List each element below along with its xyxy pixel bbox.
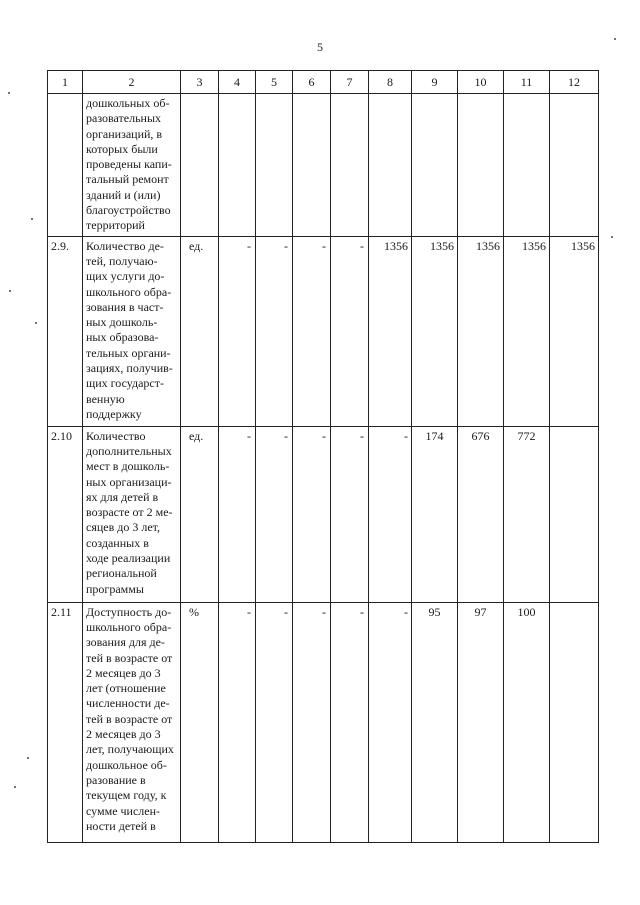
column-header-7: 7 <box>331 71 369 94</box>
indicator-name-line: текущем году, к <box>86 788 167 803</box>
indicator-name-line: тей, получаю- <box>86 253 158 268</box>
value-cell-col7: - <box>331 236 369 426</box>
indicator-name-cell <box>83 236 181 426</box>
value-cell-col12 <box>550 426 599 602</box>
indicator-name-line: тальный ремонт <box>86 172 169 187</box>
scan-speck <box>31 218 33 220</box>
indicator-name-line: лет, получающих <box>86 742 174 757</box>
value-cell-col6: - <box>293 236 331 426</box>
indicator-name-line: лет (отношение <box>86 681 166 696</box>
value-cell-col4: - <box>219 236 256 426</box>
row-number-cell: 2.10 <box>48 426 83 602</box>
value-cell-col8: - <box>369 602 412 842</box>
column-header-2: 2 <box>83 71 181 94</box>
indicator-name-line: региональной <box>86 566 157 581</box>
value-cell-col9: 1356 <box>412 236 458 426</box>
value-cell-col11: 772 <box>504 426 550 602</box>
value-cell-col12: 1356 <box>550 236 599 426</box>
value-cell-col6: - <box>293 602 331 842</box>
indicator-name-line: тельных органи- <box>86 345 171 360</box>
indicator-name-line: благоустройство <box>86 203 171 218</box>
value-cell-col7: - <box>331 602 369 842</box>
column-header-6: 6 <box>293 71 331 94</box>
table-body <box>48 71 599 843</box>
value-cell-col5: - <box>256 236 293 426</box>
indicator-name-line: возрасте от 2 ме- <box>86 505 173 520</box>
value-cell-col9: 174 <box>412 426 458 602</box>
unit-cell: ед. <box>181 236 219 426</box>
scan-speck <box>14 786 16 788</box>
indicator-name-line: ности детей в <box>86 818 156 833</box>
unit-cell: ед. <box>181 426 219 602</box>
indicator-name-line: зования для де- <box>86 635 165 650</box>
value-cell-col10: 1356 <box>458 236 504 426</box>
value-cell-col8: - <box>369 426 412 602</box>
table-row <box>48 94 599 237</box>
indicator-name-line: проведены капи- <box>86 157 172 172</box>
value-cell-col10 <box>458 94 504 237</box>
row-number-cell <box>48 94 83 237</box>
value-cell-col11 <box>504 94 550 237</box>
indicator-name-line: ходе реализации <box>86 551 171 566</box>
indicator-name-line: тей в возрасте от <box>86 650 173 665</box>
value-cell-col6: - <box>293 426 331 602</box>
indicator-name-line: дошкольных об- <box>86 96 170 110</box>
value-cell-col5 <box>256 94 293 237</box>
indicator-name-line: школьного обра- <box>86 619 172 634</box>
table-header-row <box>48 71 599 94</box>
table-row <box>48 236 599 426</box>
scan-speck <box>27 757 29 759</box>
indicator-name-line: созданных в <box>86 535 149 550</box>
indicator-name-line: зования в част- <box>86 299 164 314</box>
scan-speck <box>611 236 613 238</box>
indicator-name-line: зациях, получив- <box>86 361 173 376</box>
indicator-name-line: сяцев до 3 лет, <box>86 520 161 535</box>
indicator-name-line: щих государст- <box>86 376 164 391</box>
value-cell-col7 <box>331 94 369 237</box>
scan-speck <box>8 92 10 94</box>
indicator-name-line: мест в дошколь- <box>86 459 170 474</box>
indicator-name-line: сумме числен- <box>86 803 161 818</box>
value-cell-col10: 97 <box>458 602 504 842</box>
value-cell-col7: - <box>331 426 369 602</box>
indicator-name-line: поддержку <box>86 406 142 421</box>
value-cell-col11: 1356 <box>504 236 550 426</box>
value-cell-col5: - <box>256 602 293 842</box>
indicator-name-line: щих услуги до- <box>86 269 165 284</box>
column-header-4: 4 <box>219 71 256 94</box>
indicator-name-line: дошкольное об- <box>86 757 167 772</box>
indicator-name-line: численности де- <box>86 696 170 711</box>
indicator-name-line: организаций, в <box>86 126 163 141</box>
value-cell-col11: 100 <box>504 602 550 842</box>
unit-cell: % <box>181 602 219 842</box>
scan-speck <box>614 38 616 40</box>
value-cell-col9: 95 <box>412 602 458 842</box>
indicator-name-line: Доступность до- <box>86 604 172 619</box>
value-cell-col8: 1356 <box>369 236 412 426</box>
unit-cell <box>181 94 219 237</box>
column-header-10: 10 <box>458 71 504 94</box>
indicators-table <box>47 70 599 843</box>
indicator-name-line: ях для детей в <box>86 489 159 504</box>
indicator-name-line: венную <box>86 391 125 406</box>
indicator-name-cell <box>83 426 181 602</box>
indicator-name-line: зданий и (или) <box>86 187 161 202</box>
value-cell-col4: - <box>219 602 256 842</box>
indicator-name-line: программы <box>86 581 144 596</box>
value-cell-col8 <box>369 94 412 237</box>
indicator-name-line: ных образова- <box>86 330 159 345</box>
column-header-1: 1 <box>48 71 83 94</box>
column-header-8: 8 <box>369 71 412 94</box>
indicator-name-line: ных организаци- <box>86 474 172 489</box>
indicator-name-line: школьного обра- <box>86 284 172 299</box>
indicator-name-line: Количество <box>86 428 146 443</box>
indicator-name-cell <box>83 94 181 237</box>
indicator-name-line: разовательных <box>86 111 162 126</box>
column-header-12: 12 <box>550 71 599 94</box>
indicator-name-line: 2 месяцев до 3 <box>86 665 161 680</box>
indicator-name-line: которых были <box>86 141 158 156</box>
page-number: 5 <box>317 40 323 54</box>
value-cell-col5: - <box>256 426 293 602</box>
indicator-name-cell <box>83 602 181 842</box>
indicator-name-line: 2 месяцев до 3 <box>86 727 161 742</box>
value-cell-col9 <box>412 94 458 237</box>
value-cell-col4: - <box>219 426 256 602</box>
scan-speck <box>9 290 11 292</box>
value-cell-col10: 676 <box>458 426 504 602</box>
indicator-name-line: тей в возрасте от <box>86 711 173 726</box>
column-header-11: 11 <box>504 71 550 94</box>
value-cell-col4 <box>219 94 256 237</box>
indicator-name-line: разование в <box>86 772 146 787</box>
table-row <box>48 426 599 602</box>
scan-speck <box>35 322 37 324</box>
column-header-3: 3 <box>181 71 219 94</box>
indicator-name-line: дополнительных <box>86 443 172 458</box>
indicator-name-line: территорий <box>86 218 145 233</box>
row-number-cell: 2.11 <box>48 602 83 842</box>
indicator-name-line: ных дошколь- <box>86 315 158 330</box>
table-row <box>48 602 599 842</box>
value-cell-col6 <box>293 94 331 237</box>
column-header-5: 5 <box>256 71 293 94</box>
value-cell-col12 <box>550 602 599 842</box>
column-header-9: 9 <box>412 71 458 94</box>
row-number-cell: 2.9. <box>48 236 83 426</box>
value-cell-col12 <box>550 94 599 237</box>
indicator-name-line: Количество де- <box>86 238 164 253</box>
